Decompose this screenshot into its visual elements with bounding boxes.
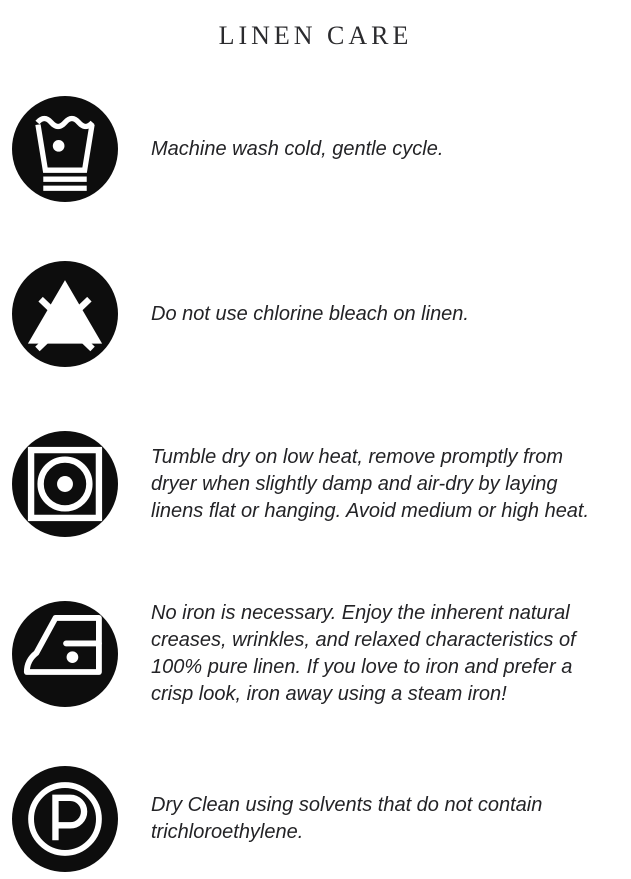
care-item-dry-clean <box>12 766 611 872</box>
care-item-machine-wash <box>12 96 611 202</box>
tumble-dry-icon <box>12 431 118 537</box>
care-item-do-not-bleach <box>12 261 611 367</box>
iron-icon <box>12 601 118 707</box>
care-instruction-text: No iron is necessary. Enjoy the inherent natural creases, wrinkles, and relaxed characteristics of 100% pure linen. If you love to iron and prefer a crisp look, iron away using a steam iron! <box>151 602 576 705</box>
do-not-bleach-icon <box>12 261 118 367</box>
care-instruction-text: Tumble dry on low heat, remove promptly from dryer when slightly damp and air-dry by laying linens flat or hanging. Avoid medium or high heat. <box>151 445 590 522</box>
care-item-iron <box>12 601 611 707</box>
care-instruction-text: Machine wash cold, gentle cycle. <box>151 137 444 160</box>
care-instruction-text: Do not use chlorine bleach on linen. <box>151 302 469 325</box>
page-title: LINEN CARE <box>218 21 413 51</box>
care-item-tumble-dry <box>12 431 611 537</box>
dry-clean-icon <box>12 766 118 872</box>
care-instruction-text: Dry Clean using solvents that do not contain trichloroethylene. <box>151 794 543 843</box>
machine-wash-icon <box>12 96 118 202</box>
